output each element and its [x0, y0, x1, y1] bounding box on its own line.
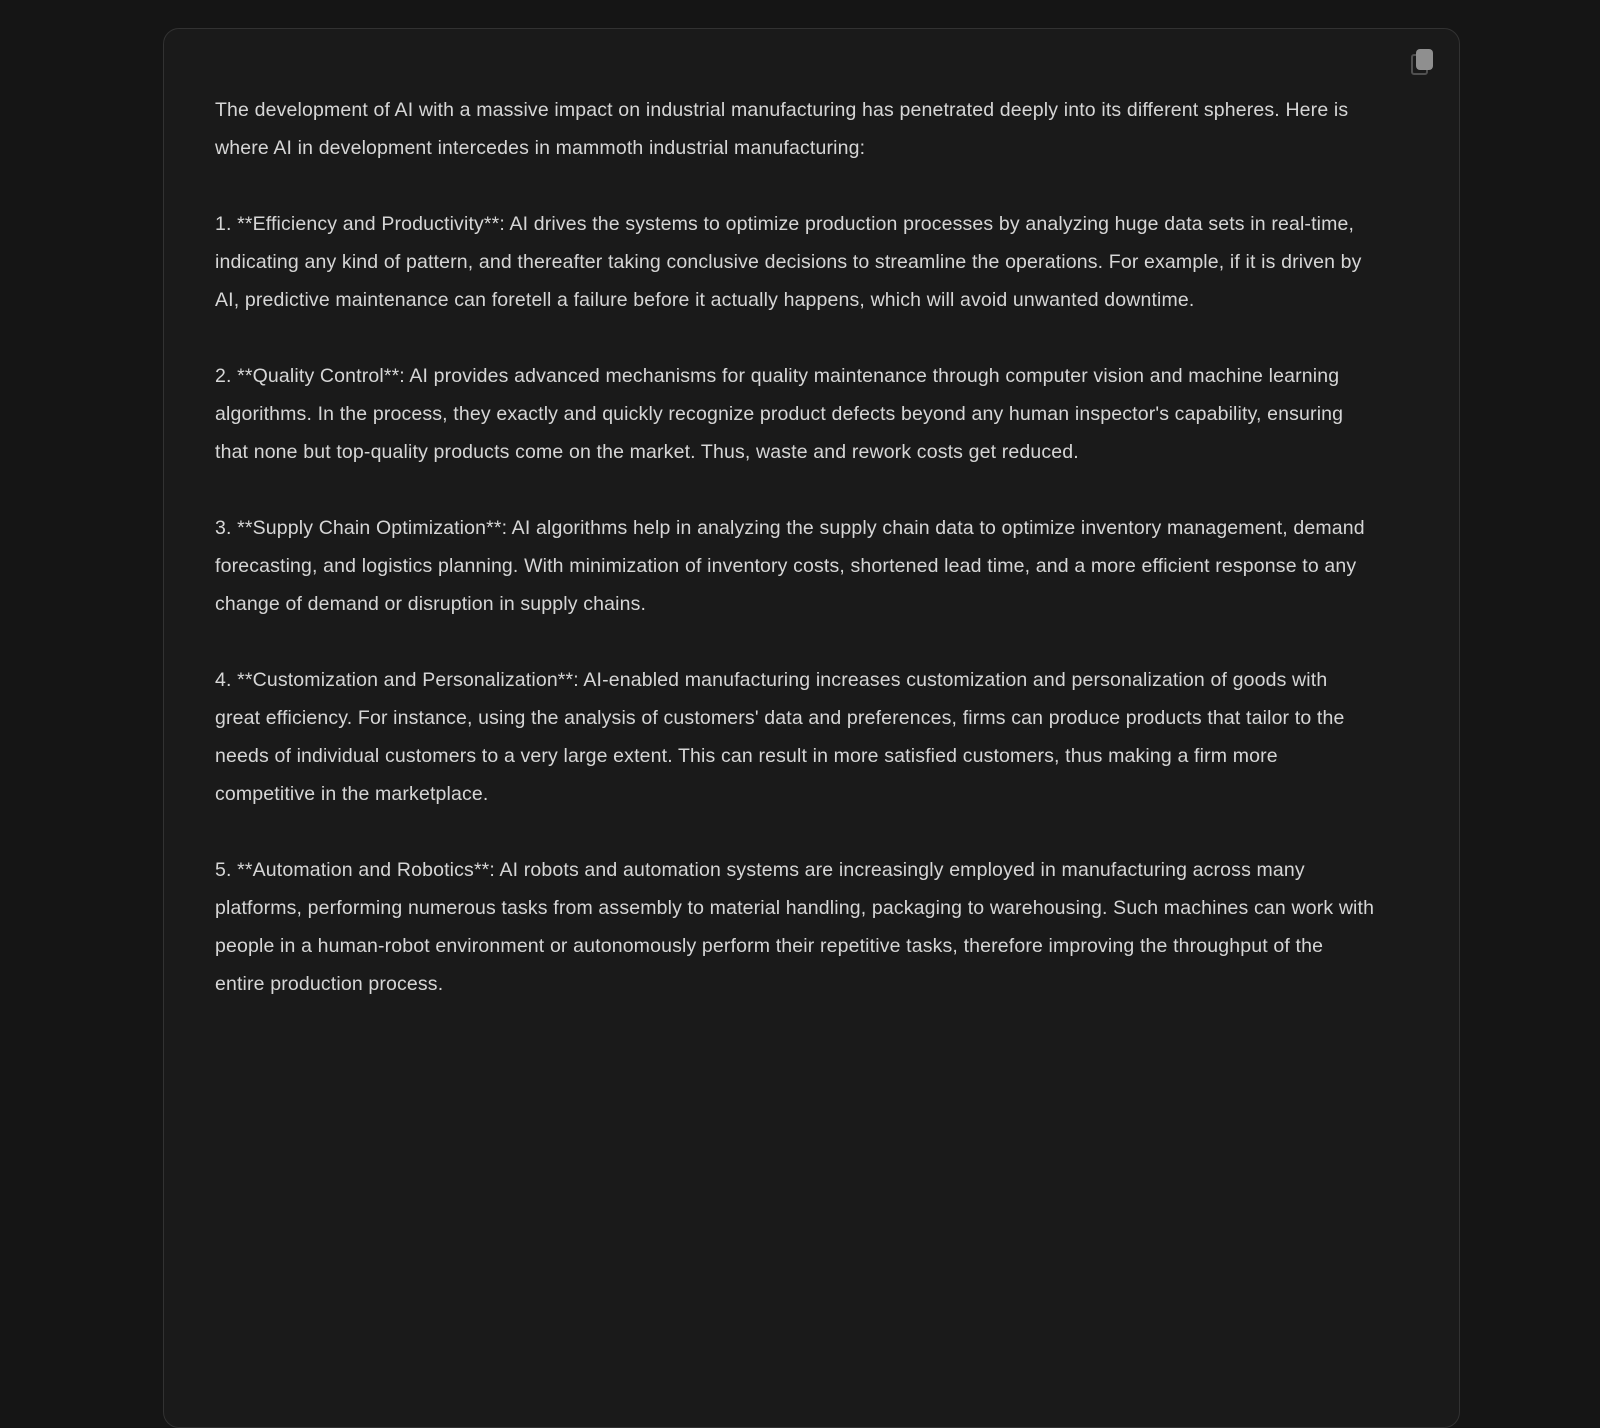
intro-paragraph: The development of AI with a massive impact on industrial manufacturing has penetrated deeply into its different spheres. Here is where AI in development intercedes in mammoth industrial manufacturing: — [215, 99, 1349, 159]
copy-icon-front-page — [1416, 49, 1433, 70]
list-item-supply-chain-optimization: 3. **Supply Chain Optimization**: AI algorithms help in analyzing the supply chain data to optimize inventory management, demand forecasting, and logistics planning. With minimization of inventory costs, shortened lead time, and a more efficient response to any change of demand or disruption in supply chains. — [215, 517, 1365, 615]
list-item-customization-personalization: 4. **Customization and Personalization**: AI-enabled manufacturing increases customization and personalization of goods with great efficiency. For instance, using the analysis of customers' data and preferences, firms can produce products that tailor to the needs of individual customers to a very large extent. This can result in more satisfied customers, thus making a firm more competitive in the marketplace. — [215, 669, 1345, 805]
copy-button[interactable] — [1409, 47, 1437, 77]
copy-icon — [1411, 49, 1433, 75]
list-item-quality-control: 2. **Quality Control**: AI provides advanced mechanisms for quality maintenance through computer vision and machine learning algorithms. In the process, they exactly and quickly recognize product defects beyond any human inspector's capability, ensuring that none but top-quality products come on the market. Thus, waste and rework costs get reduced. — [215, 365, 1344, 463]
list-item-efficiency-productivity: 1. **Efficiency and Productivity**: AI drives the systems to optimize production processes by analyzing huge data sets in real-time, indicating any kind of pattern, and thereafter taking conclusive decisions to streamline the operations. For example, if it is driven by AI, predictive maintenance can foretell a failure before it actually happens, which will avoid unwanted downtime. — [215, 213, 1362, 311]
list-item-automation-robotics: 5. **Automation and Robotics**: AI robots and automation systems are increasingly employed in manufacturing across many platforms, performing numerous tasks from assembly to material handling, packaging to warehousing. Such machines can work with people in a human-robot environment or autonomously perform their repetitive tasks, therefore improving the throughput of the entire production process. — [215, 859, 1375, 995]
message-content — [215, 91, 1377, 1041]
response-panel — [163, 28, 1460, 1428]
